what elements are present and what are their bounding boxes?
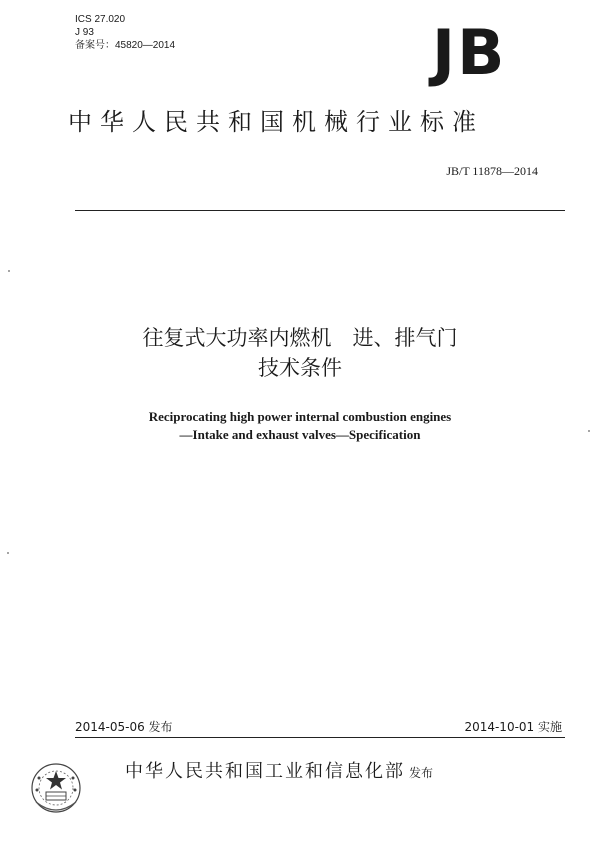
jb-logo: JB [432, 16, 507, 89]
national-emblem-icon [26, 758, 86, 820]
industry-standard-title: 中华人民共和国机械行业标准 [68, 108, 484, 136]
record-number: 备案号：45820—2014 [75, 40, 176, 51]
english-title-line-2: —Intake and exhaust valves—Specification [179, 427, 421, 442]
header-divider [75, 210, 565, 211]
implement-date: 2014-10-01 实施 [464, 720, 562, 734]
scan-speck [8, 270, 10, 272]
chinese-title-line-2: 技术条件 [258, 356, 342, 380]
english-title-line-1: Reciprocating high power internal combustion engines [148, 409, 452, 424]
footer-divider [75, 737, 565, 738]
ccs-code: J 93 [75, 27, 94, 38]
standard-number: JB/T 11878—2014 [446, 164, 538, 178]
scan-speck [588, 430, 590, 432]
issuer-suffix: 发布 [409, 766, 434, 780]
issuing-authority [125, 757, 433, 783]
publish-date: 2014-05-06 发布 [75, 720, 173, 734]
chinese-title-line-1: 往复式大功率内燃机 进、排气门 [142, 326, 458, 350]
ics-code: ICS 27.020 [75, 14, 126, 25]
scan-speck [7, 552, 9, 554]
issuer-name: 中华人民共和国工业和信息化部 [125, 761, 405, 782]
